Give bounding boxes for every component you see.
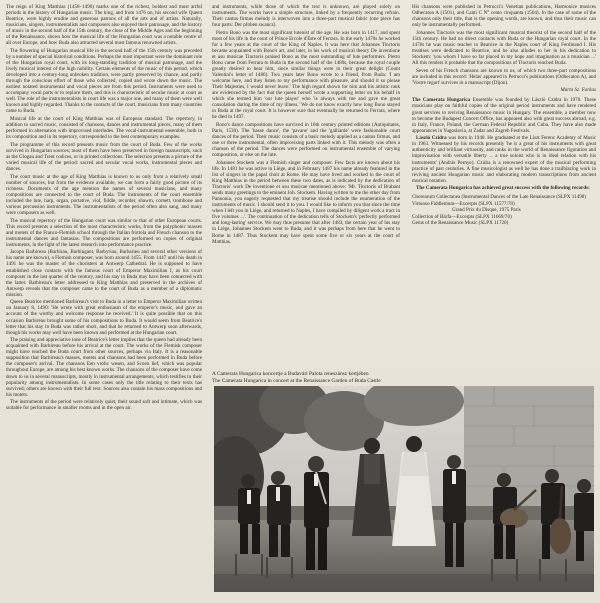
- czidra-text: was born in 1940. He graduated at the Liszt Ferenc Academy of Music in 1963. Witnessed by his records presently 'he is a great of his instruments with great authenticity and brilliant virtuosity, and ranks in the world of Renaissance figuration and improvisation with versatile liberty ... a true soloist who is in ideal relation with his instruments' (András Pernye). Czidra is a renowned expert of the musical performing practice of past centuries. A fine musicologist as well he has done a trailblazing work in reviving ancient Hungarian music and elaborating modern transcriptions from ancient musical notation.: [412, 135, 596, 184]
- paragraph: His chansons were published in Petrucci's Venetian publications, Harmonice musices Odhecaton A (1501), and Canti C N° cento cinquanta (1504). In the case of some of the chansons only their title, that is the opening words, are known, and thus their music can only be instrumentally performed.: [412, 4, 596, 29]
- paragraph: The praising and appreciative tone of Beatrice's letter implies that the queen had already been acquainted with Barbireau before his arrival at the court. The works of the Flemish composer might have reached the Buda court from other sources, perhaps via Italy. It is a reasonable supposition that Barbireau's masses, motets and chansons had been performed in Buda before the composer's arrival. The chansons Een vrolic wesen, and Scoen lief, which was popular throughout Europe, are among his best known works. The chansons of the composer have come down to us in several manuscripts, mostly in instrumental arrangements, which testifies to their popularity among instrumentalists. In some cases only the title relating to their texts has survived; others are known with their full text. Sources also contain his mass compositions and his motets.: [6, 337, 202, 398]
- paragraph: The reign of King Matthias (1458–1490) marks one of the richest, boldest and most artful periods in the history of Hungarian music. The king, and from 1476 on, his second wife Queen Beatrice, were highly erudite and generous patrons of all the arts and of artists. Naturally, musicians, singers, instrumentalists and composers also enjoyed their patronage, and the history of music in the second half of the 15th century, the close of the Middle Ages and the beginning of the Renaissance, shows how the musical life of the Hungarian court was a notable centre of all over Europe, and how Buda also attracted several most famous renowned artists.: [6, 4, 202, 47]
- ensemble-paragraph: [412, 97, 596, 133]
- paragraph: The flowering of Hungarian musical life in the second half of the 15th century was preceded by a number of special historical conditions. Perhaps the most important were the dominant role of the Hungarian royal court, with its long-standing tradition of musical patronage, and the lively musical interest of the high nobility. Certain elements of the music of this period, which developed into a century-long unbroken tradition, were partly preserved by chance, and partly through the conscious effort of those who collected, copied and wrote down the music. The earliest notated instrumental and vocal pieces are from this period. Instruments were used to accompany vocal parts or to replace them, and this is characteristic of secular music at court as well. The role of the instrumentalists in court life was a major one, and many of them were well known and highly regarded. Thanks to the contacts of the court, musicians from many countries came to Buda.: [6, 47, 202, 115]
- paragraph: Johannes Stockem was a Flemish singer and composer. Few facts are known about his life. In 1481 he was active in Liège, and in February 1487 his name already featured in the list of singers in the papal choir at Rome. He may have lived and worked in the court of King Matthias in the period between these two dates, as is indicated by the dedication of Tinctoris' work De inventione et usu musicae mentioned above: 'Mr. Tinctoris of Brabant sends many greetings to the eminent Joh. Stockem. Having written to me the other day from Pannonia, you eagerly requested that my treatise should include the enumeration of the instruments of music. I should send it to you. I would like to inform you that since the time when I left you in Liège, and returned to Naples, I have compiled by diligent work a tract in five volumes ...'. The continuation of the dedication tells of Stockem's 'perfectly performed and long-lasting' service. We may thus presume that after 1483, the certain year of his stay in Liège, Johannes Stockem went to Buda, and it was perhaps from here that he went to Rome in 1487. Thus Stockem may have spent some five or six years at the court of Matthias.: [212, 159, 400, 245]
- paragraph: Queen Beatrice mentioned Barbireau's visit to Buda in a letter to Emperor Maximilian written on January 8, 1490: 'He wrote with great enthusiasm of the emperor's music, and gave an account of the worthy and welcome response he received.' It is quite possible that on this occasion Barbireau brought some of his compositions to Buda. It would seem from Beatrice's letter that his stay in Buda was rather short, and that he returned to Antwerp soon afterwards, though his works may well have been known and performed at the Hungarian court.: [6, 299, 202, 336]
- ensemble-photo-image: [214, 386, 594, 592]
- paragraph: Jacopo Barbireau (Barbirau, Barbingant, Barbyriau, Barbarieu and several other versions of his name are known), a Flemish composer, was born around 1455. From 1447 until his death in 1491 he was the master of the choristers at Antwerp Cathedral. He is supposed to have established close contacts with the famous court of Emperor Maximilian I, as his court composer in the last quarter of the century, and his stay in Buda may have been connected with the latter. Barbireau's letter addressed to King Matthias and preserved in the archives of Antwerp reveals that the composer came to the court of Buda as a member of a diplomatic mission.: [6, 249, 202, 298]
- photo-caption: [212, 371, 596, 384]
- list-item: Chorearum Collectanea (Instrumental Dances of the Late Renaissance (SLPX 11498): [412, 194, 586, 201]
- author-signature: Marta Sz. Farkas: [560, 87, 596, 94]
- ensemble-heading: The Camerata Hungarica: [412, 97, 471, 104]
- ensemble-photo: [214, 386, 594, 592]
- paragraph: Musical life at the court of King Matthias was of European standard. The repertory, in addition to sacred music, consisted of chansons, dances and instrumental pieces, many of them performed in alternation with improvised interludes. The vocal-instrumental ensemble, both in its composition and in its repertory, corresponded to the best contemporary examples.: [6, 116, 202, 141]
- text-column-2: [212, 4, 400, 368]
- paragraph: The musical repertory of the Hungarian court was similar to that of other European courts. This record presents a selection of the most characteristic works, from the polyphonic masses and motets of the Franco-Flemish school through the Italian frottola and French chanson to the instrumental dances and fantasias. The compositions are performed on copies of original instruments, in the light of the latest research into performance practice.: [6, 217, 202, 248]
- paragraph: The court music at the age of King Matthias is known to us only from a relatively small number of sources, but from the evidence available, we can form a fairly good picture of its richness. Documents of the age mention the names of several musicians, and many compositions are connected to the court of Buda. The instruments of the court ensemble included the lute, harp, organ, portative, viol, fiddle, recorder, shawm, cornett, trombone and various percussion instruments. The instrumentalists of the period often also sang, and many were composers as well.: [6, 173, 202, 216]
- list-item: Grand Prix du Disque, 1975 Paris: [452, 207, 521, 214]
- list-item: Virtuoso Fiddlemum—Excerpts (SLPX 11577/78): [412, 200, 515, 207]
- czidra-heading: László Czidra: [416, 135, 447, 142]
- paragraph: Seven of his French chansons are known to us, of which two three-part compositions are included in this record: 'Helas' appeared in Petrucci's publications (Odhecaton A), and 'Vostre regart' survives in a manuscript (Dijon).: [412, 67, 596, 86]
- czidra-paragraph: [412, 135, 596, 183]
- records-list: [412, 194, 596, 226]
- paragraph: The programme of this record presents music from the court of Buda. Few of the works survived in Hungarian sources; most of them have been preserved in foreign manuscripts, such as the Glogau and Trent codices, or in printed collections. The selection presents a picture of the varied musical life of the period: sacred and secular vocal works, instrumental pieces and dances.: [6, 141, 202, 172]
- paragraph: Johannes Tinctoris was the most significant musical theorist of the second half of the 15th century. He had no direct contacts with Buda or the Hungarian royal court. In the 1470s he was music teacher to Beatrice in the Naples court of King Ferdinand I. His treatises were dedicated to Beatrice, and he also alludes to her in his dedication to Stockem: 'you whom I have so far placed in my hope and imagination as a musician ...' All this renders it probable that the compositions of Tinctoris reached Buda.: [412, 29, 596, 67]
- ensemble-text: Ensemble was founded by László Czidra in 1970. These musicians play on faithful copies of the original period instruments and have rendered great services in reviving Renaissance music in Hungary. The ensemble, a member now to become the Budapest Concert Office, has appeared also with great success abroad, e.g. in Italy, France, Poland, the German Federal Republic and Cuba. They have also made appearances in Yugoslavia, at Zadar and Zagreb Festivals.: [412, 97, 596, 134]
- text-column-1: [6, 4, 202, 595]
- paragraph: Pietro Bono was the most significant lutenist of the age. He was born in 1417, and spent most of his life in the court of Prince Ercole d'Este of Ferrara. In the early 1470s he worked for a few years at the court of the King of Naples. It was here that Johannes Tinctoris became acquainted with Bono's art, and later, in his work of musical theory De inventione et usu musicae Tinctoris praised Bono as the most outstanding of lute performers. Pietro Bono came from Ferrara to Buda in the second half of the 1480s, because the royal couple greatly desired to hear him, since similar things were to their great delight (Count Valentini's letter of 1486). Two years later Bono wrote to a friend, from Buda: 'I am welcome here, and they listen to my performance with pleasure, and should it so please Their Majesties, I would never leave.' The high regard shown for him and his artistic rank are evidenced by the fact that the queen herself wrote a supporting letter on his behalf in which she termed him 'our lute player' who 'is always with me and gave me great consolation during the time of my illness.' We do not know exactly how long Bono stayed in Buda at the royal court. It is however sure that eventually he returned to Ferrara, where he died in 1497.: [212, 29, 400, 121]
- paragraph: The instruments of the period were relatively quiet, their sound soft and intimate, which was suitable for performance in smaller rooms and in the open air.: [6, 399, 202, 412]
- list-item: Gems of the Renaissance Music (SLPX 11720): [412, 220, 509, 227]
- paragraph: and instruments, while those of which the text is unknown, are played solely on instruments. The works have a simple structure, linked by a frequently recurring refrain. Their cantus firmus melody is interwoven into a three-part musical fabric (one piece has four parts: Der pfoben swancz).: [212, 4, 400, 29]
- text-column-3: [412, 4, 596, 368]
- caption-english: The Camerata Hungarica in concert at the Renaissance Garden of Buda Castle: [212, 377, 381, 384]
- awards-heading: The Camerata Hungarica has achieved great success with the following records:: [416, 185, 590, 192]
- paragraph: Bono's dance compositions have survived in 16th century printed editions (Antiquitates, Paris, 1530). The 'basse dance', the 'pavane' and the 'galliarde' were fashionable court dances of the period. Their music consists of a basic melody applied as a cantus firmus, and one or three instrumental, often improvising parts linked with it. This melody was often a chanson of the period. The dances were performed on instrumental ensemble of varying composition, or else on the lute.: [212, 122, 400, 159]
- list-item: Collection of Bärfa—Excerpts (SLPX 11669/70): [412, 213, 512, 220]
- caption-hungarian: A Camerata Hungarica koncertje a Budavári Palota reneszánsz kertjében: [212, 371, 369, 377]
